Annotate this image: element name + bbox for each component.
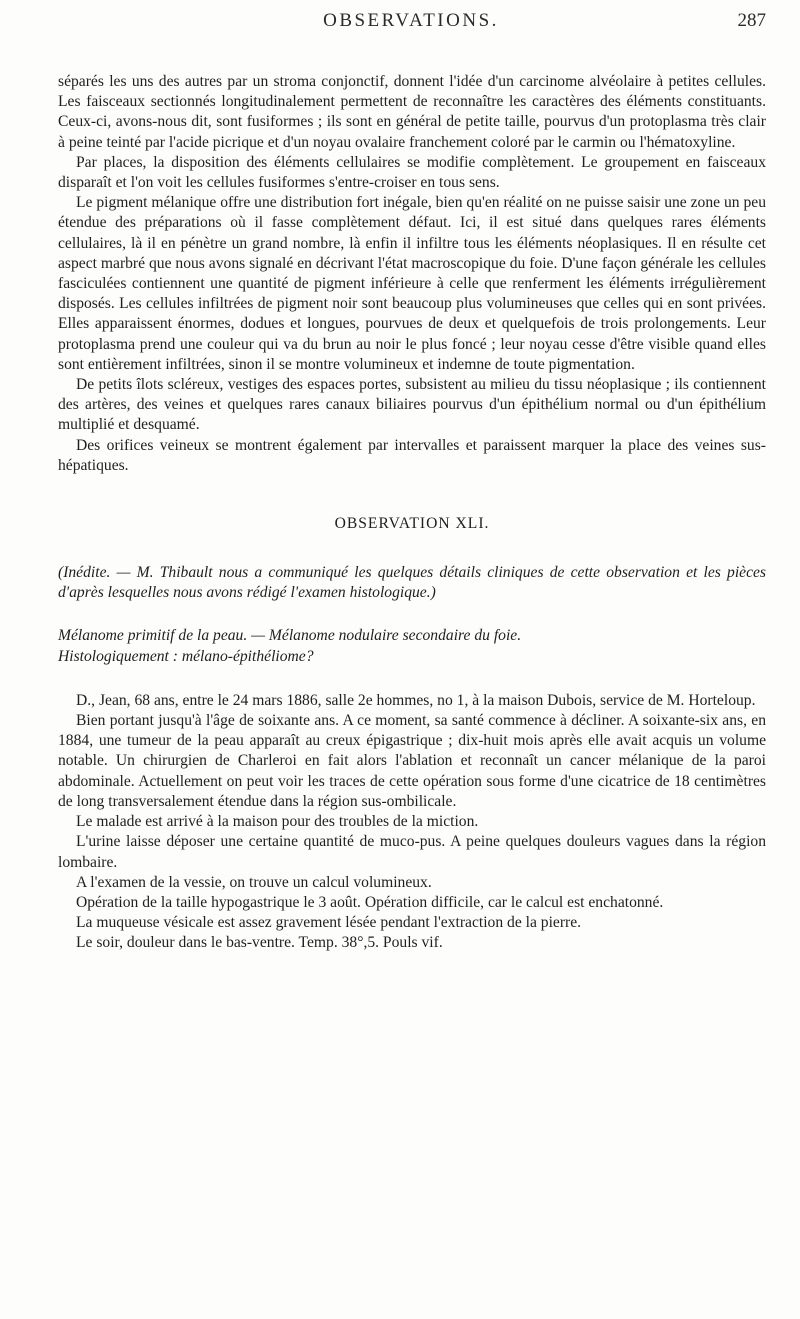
observation-intro: (Inédite. — M. Thibault nous a communiqué les quelques détails cliniques de cette observation et les pièces d'après lesquelles nous avons rédigé l'examen histologique.) [58, 564, 766, 602]
paragraph-examen: A l'examen de la vessie, on trouve un calcul volumineux. [76, 873, 432, 891]
running-title: OBSERVATIONS. [323, 10, 499, 31]
paragraph-miction: Le malade est arrivé à la maison pour des troubles de la miction. [76, 813, 479, 831]
paragraph-stroma: séparés les uns des autres par un stroma conjonctif, donnent l'idée d'un carcinome alvéolaire à petites cellules. Les faisceaux sectionnés longitudinalement permettent de reconnaître les caractères des éléments constituants. Ceux-ci, avons-nous dit, sont fusiformes ; ils sont en général de petite taille, pourvus d'un protoplasma très clair à peine teinté par l'acide picrique et d'un noyau ovalaire franchement coloré par le carmin ou l'hématoxyline. [58, 73, 766, 151]
diagnosis-block [58, 626, 766, 666]
paragraph-pigment: Le pigment mélanique offre une distribution fort inégale, bien qu'en réalité on ne puisse saisir une zone un peu étendue des préparations où il fasse complètement défaut. Ici, il est situé dans quelques rares éléments cellulaires, là il en pénètre un grand nombre, là enfin il infiltre tous les éléments néoplasiques. Il en résulte cet aspect marbré que nous avons signalé en décrivant l'état macroscopique du foie. D'une façon générale les cellules fasciculées contiennent une quantité de pigment inférieure à celle que renferment les éléments irrégulièrement disposés. Les cellules infiltrées de pigment noir sont beaucoup plus volumineuses que celles qui en sont privées. Elles apparaissent énormes, dodues et longues, pourvues de deux et quelquefois de trois prolongements. Leur protoplasma prend une couleur qui va du brun au noir le plus foncé ; leur noyau cesse d'être visible quand elles sont entièrement infiltrées, sinon il se montre volumineux et indemne de toute pigmentation. [58, 194, 766, 373]
paragraph-history: Bien portant jusqu'à l'âge de soixante ans. A ce moment, sa santé commence à décliner. A soixante-six ans, en 1884, une tumeur de la peau apparaît au creux épigastrique ; dix-huit mois après elle avait acquis un volume notable. Un chirurgien de Charleroi en fait alors l'ablation et reconnaît un cancer mélanique de la paroi abdominale. Actuellement on peut voir les traces de cette opération sous forme d'une cicatrice de 18 centimètres de long transversalement étendue dans la région sus-ombilicale. [58, 712, 766, 810]
diagnosis-histology: Histologiquement : mélano-épithéliome? [58, 647, 314, 665]
paragraph-ilots: De petits îlots scléreux, vestiges des espaces portes, subsistent au milieu du tissu néoplasique ; ils contiennent des artères, des veines et quelques rares canaux biliaires pourvus d'un épithélium normal ou d'un épithélium multiplié et desquamé. [58, 376, 766, 434]
paragraph-muqueuse: La muqueuse vésicale est assez gravement lésée pendant l'extraction de la pierre. [76, 914, 582, 932]
page-number: 287 [737, 10, 766, 31]
body-text [58, 72, 766, 954]
running-header [56, 10, 766, 40]
diagnosis-line: Mélanome primitif de la peau. — Mélanome nodulaire secondaire du foie. [58, 627, 522, 645]
paragraph-disposition: Par places, la disposition des éléments cellulaires se modifie complètement. Le groupement en faisceaux disparaît et l'on voit les cellules fusiformes s'entre-croiser en tous sens. [58, 153, 766, 192]
paragraph-soir: Le soir, douleur dans le bas-ventre. Temp. 38°,5. Pouls vif. [76, 934, 443, 952]
paragraph-patient: D., Jean, 68 ans, entre le 24 mars 1886, salle 2e hommes, no 1, à la maison Dubois, service de M. Horteloup. [76, 691, 756, 709]
paragraph-urine: L'urine laisse déposer une certaine quantité de muco-pus. A peine quelques douleurs vagues dans la région lombaire. [58, 833, 766, 871]
observation-heading: OBSERVATION XLI. [334, 515, 490, 533]
paragraph-orifices: Des orifices veineux se montrent également par intervalles et paraissent marquer la place des veines sus-hépatiques. [58, 436, 766, 474]
paragraph-operation: Opération de la taille hypogastrique le 3 août. Opération difficile, car le calcul est enchatonné. [76, 893, 664, 911]
